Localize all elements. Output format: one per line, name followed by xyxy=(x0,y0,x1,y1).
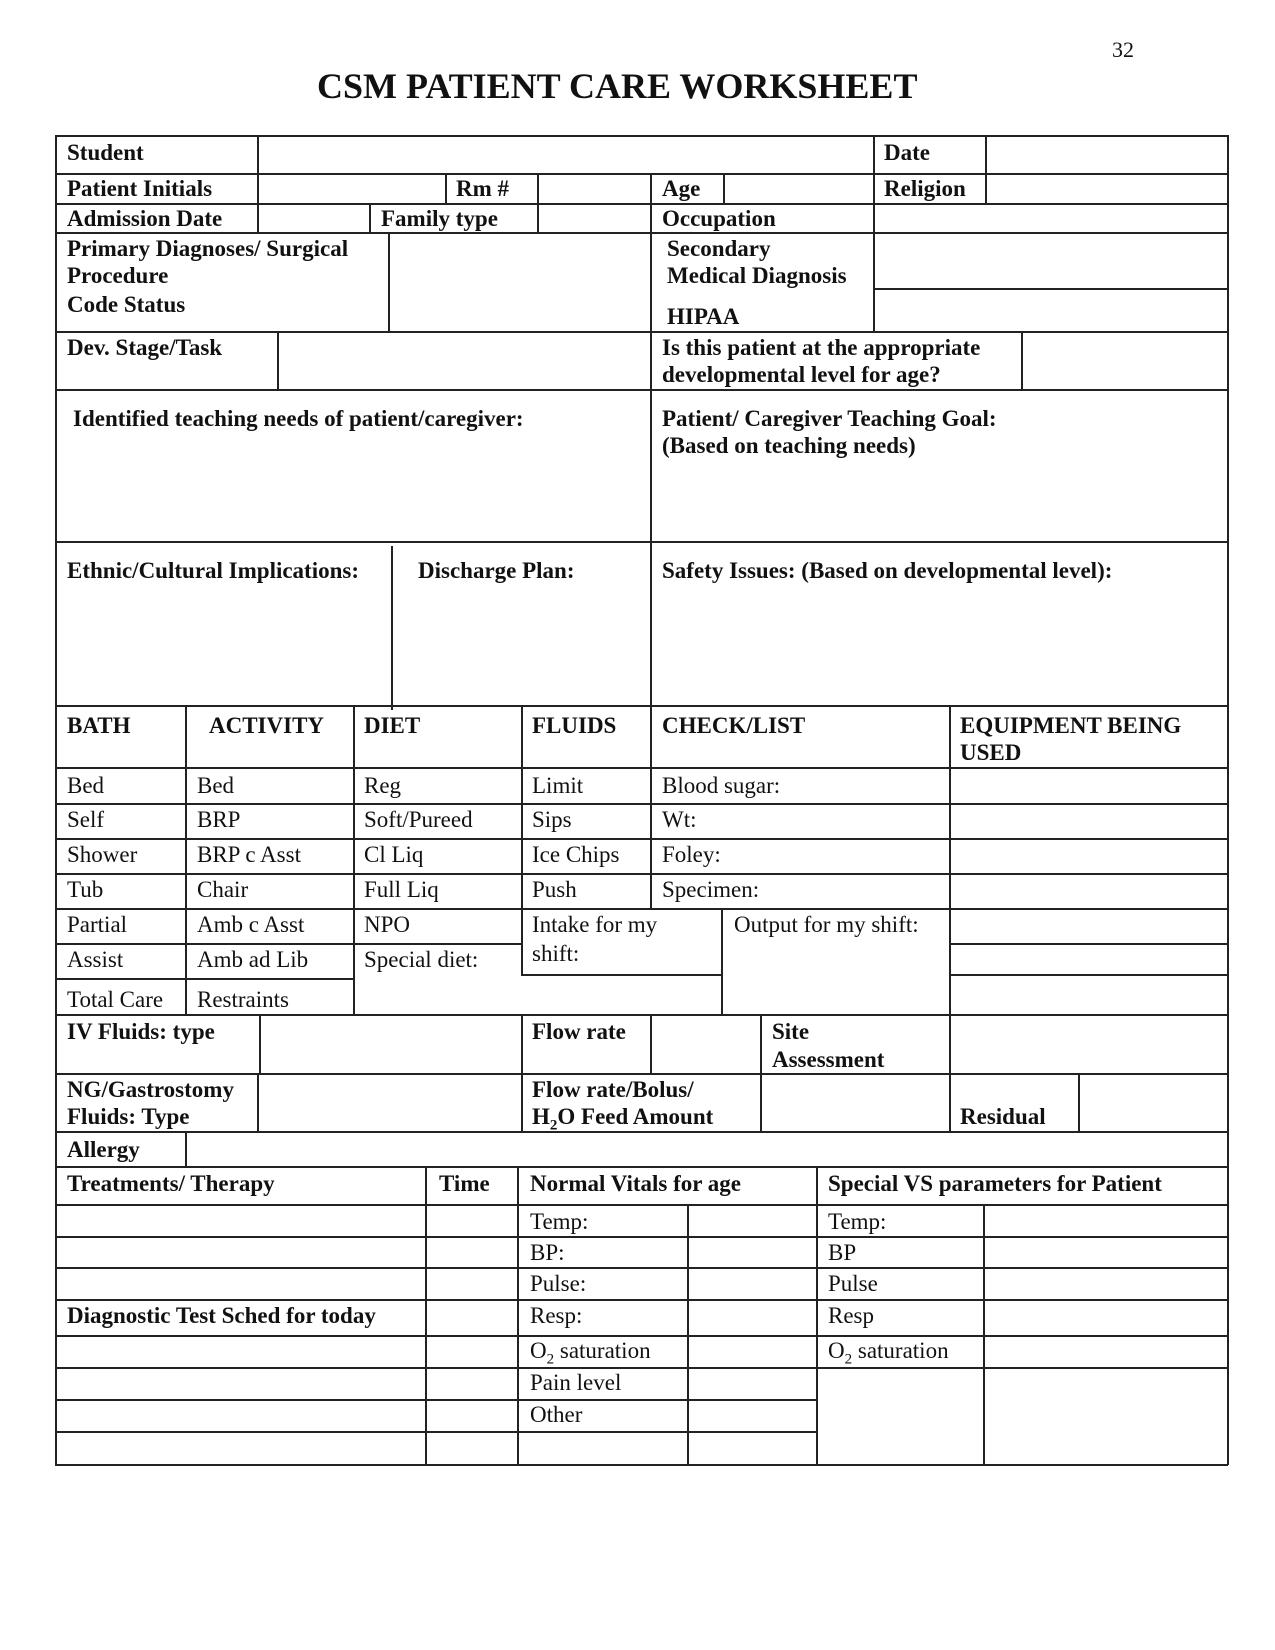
ng-fluids-type-label: Fluids: Type xyxy=(67,1104,190,1129)
diagnostic-test-header: Diagnostic Test Sched for today xyxy=(67,1303,376,1328)
patient-initials-field[interactable] xyxy=(259,174,444,202)
date-field[interactable] xyxy=(987,136,1226,172)
family-type-label: Family type xyxy=(381,206,498,231)
special-vital-value-field[interactable] xyxy=(985,1336,1226,1366)
teaching-needs-label: Identified teaching needs of patient/caregiver: xyxy=(73,406,524,431)
age-field[interactable] xyxy=(725,174,872,202)
activity-option[interactable]: Chair xyxy=(197,877,249,902)
normal-vital-value-field[interactable] xyxy=(689,1336,815,1366)
equipment-header-line2: USED xyxy=(960,740,1022,765)
fluids-option[interactable]: Sips xyxy=(532,807,572,832)
bath-option[interactable]: Shower xyxy=(67,842,138,867)
special-vital-label: Temp: xyxy=(828,1209,887,1234)
discharge-plan-label: Discharge Plan: xyxy=(418,558,575,583)
activity-option[interactable]: Amb ad Lib xyxy=(197,947,309,972)
equipment-field[interactable] xyxy=(951,874,1226,907)
normal-vital-label: BP: xyxy=(530,1240,565,1265)
diet-option[interactable]: NPO xyxy=(364,912,411,937)
residual-label: Residual xyxy=(960,1104,1046,1129)
output-label: Output for my shift: xyxy=(734,912,919,937)
diagnostic-row-field[interactable] xyxy=(57,1336,424,1366)
bath-header: BATH xyxy=(67,713,131,738)
diagnostic-row-field[interactable] xyxy=(57,1400,424,1430)
hipaa-field[interactable] xyxy=(875,289,1226,330)
feed-amount-label xyxy=(532,1103,714,1134)
room-label: Rm # xyxy=(456,176,510,201)
allergy-field[interactable] xyxy=(187,1133,1226,1165)
treatment-row-field[interactable] xyxy=(57,1206,424,1235)
special-vital-value-field[interactable] xyxy=(985,1237,1226,1266)
equipment-field[interactable] xyxy=(951,909,1226,942)
bath-option[interactable]: Self xyxy=(67,807,105,832)
site-assessment-label: Assessment xyxy=(772,1047,885,1072)
flow-rate-label: Flow rate xyxy=(532,1019,626,1044)
teaching-goal-sublabel: (Based on teaching needs) xyxy=(662,433,916,458)
subscript-2: 2 xyxy=(844,1351,853,1368)
treatment-row-field[interactable] xyxy=(57,1268,424,1298)
checklist-header: CHECK/LIST xyxy=(662,713,806,738)
patient-initials-label: Patient Initials xyxy=(67,176,213,201)
feed-amount-field[interactable] xyxy=(762,1074,948,1130)
primary-diagnoses-label: Primary Diagnoses/ Surgical xyxy=(67,236,349,261)
occupation-label: Occupation xyxy=(662,206,776,231)
admission-date-field[interactable] xyxy=(259,204,368,231)
bath-option[interactable]: Tub xyxy=(67,877,104,902)
normal-vital-value-field[interactable] xyxy=(689,1237,815,1266)
diagnostic-row-field[interactable] xyxy=(57,1368,424,1398)
room-field[interactable] xyxy=(539,174,649,202)
discharge-plan-field[interactable] xyxy=(393,585,649,704)
special-vs-header: Special VS parameters for Patient xyxy=(828,1171,1162,1196)
fluids-option[interactable]: Limit xyxy=(532,773,584,798)
normal-vital-label: Pulse: xyxy=(530,1271,587,1296)
feed-amount-text: O Feed Amount xyxy=(557,1104,714,1129)
page-number: 32 xyxy=(1112,37,1134,62)
diet-option[interactable]: Full Liq xyxy=(364,877,439,902)
intake-label-line2: shift: xyxy=(532,941,580,966)
diet-option[interactable]: Soft/Pureed xyxy=(364,807,473,832)
normal-vital-label xyxy=(530,1337,651,1368)
special-vital-value-field[interactable] xyxy=(985,1206,1226,1235)
fluids-option[interactable]: Push xyxy=(532,877,577,902)
activity-option[interactable]: BRP c Asst xyxy=(197,842,301,867)
age-label: Age xyxy=(662,176,701,201)
o-text: O xyxy=(828,1338,845,1363)
bath-option[interactable]: Partial xyxy=(67,912,128,937)
equipment-field[interactable] xyxy=(951,839,1226,872)
page-title: CSM PATIENT CARE WORKSHEET xyxy=(317,66,918,106)
religion-field[interactable] xyxy=(987,174,1226,202)
student-field[interactable] xyxy=(259,136,871,172)
primary-diagnoses-field[interactable] xyxy=(390,233,649,330)
occupation-field[interactable] xyxy=(875,204,1226,231)
normal-vital-label: Pain level xyxy=(530,1370,622,1395)
iv-fluids-label: IV Fluids: type xyxy=(67,1019,215,1044)
medical-diagnosis-label: Medical Diagnosis xyxy=(667,263,847,288)
subscript-2: 2 xyxy=(546,1351,555,1368)
date-label: Date xyxy=(884,140,930,165)
fluids-option[interactable]: Ice Chips xyxy=(532,842,620,867)
appropriate-level-question-line2: developmental level for age? xyxy=(662,362,941,387)
procedure-label: Procedure xyxy=(67,263,169,288)
intake-label: Intake for my xyxy=(532,912,658,937)
ng-gastrostomy-label: NG/Gastrostomy xyxy=(67,1077,234,1102)
equipment-header: EQUIPMENT BEING xyxy=(960,713,1182,738)
time-header: Time xyxy=(439,1171,490,1196)
checklist-item: Blood sugar: xyxy=(662,773,781,798)
treatment-row-field[interactable] xyxy=(57,1237,424,1266)
normal-vital-label: Other xyxy=(530,1402,583,1427)
ng-fluids-field[interactable] xyxy=(259,1074,520,1130)
special-vital-value-field[interactable] xyxy=(985,1268,1226,1298)
activity-option[interactable]: BRP xyxy=(197,807,241,832)
activity-option[interactable]: Restraints xyxy=(197,987,289,1012)
teaching-goal-label: Patient/ Caregiver Teaching Goal: xyxy=(662,406,997,431)
bath-option[interactable]: Assist xyxy=(67,947,124,972)
code-status-label: Code Status xyxy=(67,292,186,317)
site-assessment-field[interactable] xyxy=(951,1016,1226,1072)
normal-vital-value-field[interactable] xyxy=(689,1268,815,1298)
normal-vital-value-field[interactable] xyxy=(689,1300,815,1334)
diagnostic-row-field[interactable] xyxy=(57,1432,424,1463)
equipment-field[interactable] xyxy=(951,769,1226,802)
iv-fluids-field[interactable] xyxy=(261,1016,520,1072)
normal-vital-label: Temp: xyxy=(530,1209,589,1234)
dev-stage-field[interactable] xyxy=(279,332,649,388)
allergy-label: Allergy xyxy=(67,1137,140,1162)
family-type-field[interactable] xyxy=(539,204,649,231)
bath-option[interactable]: Bed xyxy=(67,773,105,798)
residual-field[interactable] xyxy=(1080,1074,1226,1130)
activity-option[interactable]: Bed xyxy=(197,773,235,798)
normal-vitals-header: Normal Vitals for age xyxy=(530,1171,742,1196)
ethnic-cultural-field[interactable] xyxy=(57,585,390,704)
site-label: Site xyxy=(772,1019,810,1044)
activity-header: ACTIVITY xyxy=(209,713,325,738)
h-text: H xyxy=(532,1104,550,1129)
fluids-header: FLUIDS xyxy=(532,713,617,738)
checklist-item: Foley: xyxy=(662,842,721,867)
dev-stage-label: Dev. Stage/Task xyxy=(67,335,223,360)
checklist-item: Wt: xyxy=(662,807,697,832)
ethnic-cultural-label: Ethnic/Cultural Implications: xyxy=(67,558,360,583)
safety-issues-label: Safety Issues: (Based on developmental level): xyxy=(662,558,1113,583)
special-vital-label: Resp xyxy=(828,1303,874,1328)
safety-issues-field[interactable] xyxy=(652,585,1226,704)
appropriate-level-field[interactable] xyxy=(1023,332,1226,388)
appropriate-level-question: Is this patient at the appropriate xyxy=(662,335,981,360)
teaching-needs-field[interactable] xyxy=(57,432,649,540)
normal-vital-label: Resp: xyxy=(530,1303,583,1328)
secondary-diagnosis-label: Secondary xyxy=(667,236,771,261)
special-vital-label: BP xyxy=(828,1240,857,1265)
special-vital-value-field[interactable] xyxy=(985,1300,1226,1334)
teaching-goal-field[interactable] xyxy=(652,460,1226,540)
special-diet-label[interactable]: Special diet: xyxy=(364,947,479,972)
special-vital-label xyxy=(828,1337,949,1368)
activity-option[interactable]: Amb c Asst xyxy=(197,912,305,937)
treatments-header: Treatments/ Therapy xyxy=(67,1171,275,1196)
secondary-diagnosis-field[interactable] xyxy=(875,233,1226,287)
diet-option[interactable]: Reg xyxy=(364,773,402,798)
student-label: Student xyxy=(67,140,144,165)
special-vital-label: Pulse xyxy=(828,1271,878,1296)
equipment-field[interactable] xyxy=(951,804,1226,837)
saturation-text: saturation xyxy=(852,1338,949,1363)
subscript-2: 2 xyxy=(549,1117,558,1134)
diet-option[interactable]: Cl Liq xyxy=(364,842,424,867)
admission-date-label: Admission Date xyxy=(67,206,223,231)
bath-option[interactable]: Total Care xyxy=(67,987,164,1012)
checklist-item: Specimen: xyxy=(662,877,760,902)
bolus-label: Flow rate/Bolus/ xyxy=(532,1077,694,1102)
normal-vital-value-field[interactable] xyxy=(689,1206,815,1235)
flow-rate-field[interactable] xyxy=(652,1016,759,1072)
religion-label: Religion xyxy=(884,176,966,201)
diet-header: DIET xyxy=(364,713,421,738)
hipaa-label: HIPAA xyxy=(667,304,740,329)
o-text: O xyxy=(530,1338,547,1363)
saturation-text: saturation xyxy=(554,1338,651,1363)
